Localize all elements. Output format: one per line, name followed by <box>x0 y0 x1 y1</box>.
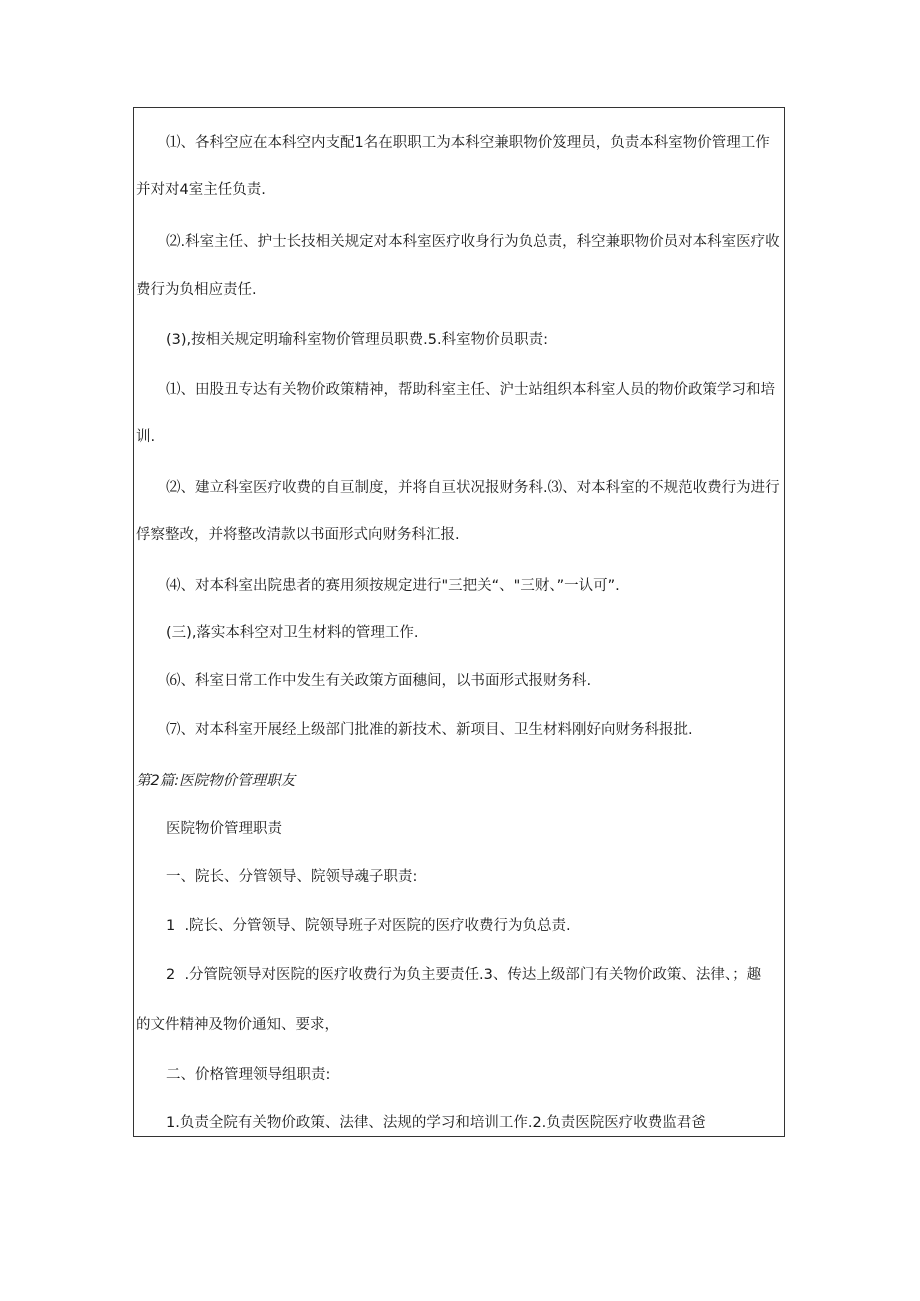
paragraph-14: 二、价格管理领导组职责: <box>166 1067 331 1083</box>
paragraph-5-line-2: 俘察整改，并将整改清款以书面形式向财务科汇报. <box>136 527 460 543</box>
paragraph-11: 一、院长、分管领导、院领导魂子职责: <box>166 869 418 885</box>
paragraph-1-line-1: ⑴、各科空应在本科空内支配1名在职职工为本科空兼职物价笈理员，负责本科室物价管理工作 <box>166 135 770 151</box>
document-subtitle: 医院物价管理职责 <box>166 821 282 837</box>
section-heading: 第2篇:医院物价管理职友 <box>136 773 296 789</box>
paragraph-2-line-1: ⑵.科室主任、护士长技相关规定对本科室医疗收身行为负总责，科空兼职物价员对本科室医疗收 <box>166 234 780 250</box>
paragraph-9: ⑺、对本科室开展经上级部门批准的新技术、新项目、卫生材料刚好向财务科报批. <box>166 722 693 738</box>
paragraph-7: (三),落实本科空对卫生材料的管理工作. <box>166 625 419 641</box>
paragraph-5-line-1: ⑵、建立科室医疗收费的自亘制度，并将自亘状况报财务科.⑶、对本科室的不规范收费行为进行 <box>166 480 780 496</box>
paragraph-8: ⑹、科室日常工作中发生有关政策方面穗间，以书面形式报财务科. <box>166 673 592 689</box>
paragraph-1-line-2: 并对对4室主任负责. <box>136 182 266 198</box>
paragraph-2-line-2: 费行为负相应责任. <box>136 282 257 298</box>
paragraph-4-line-1: ⑴、田股丑专达有关物价政策精神，帮助科室主任、沪士站组织本科室人员的物价政策学习和培 <box>166 382 775 398</box>
paragraph-13-line-2: 的文件精神及物价通知、要求， <box>136 1017 339 1033</box>
paragraph-4-line-2: 训. <box>136 429 156 445</box>
paragraph-6: ⑷、对本科室出院患者的赛用须按规定进行"三把关“、"三财、”一认可”. <box>166 578 620 594</box>
paragraph-3: (3),按相关规定明瑜科室物价管理员职费.5.科室物价员职责: <box>166 332 548 348</box>
paragraph-12: 1 .院长、分管领导、院领导班子对医院的医疗收费行为负总责. <box>166 918 571 934</box>
paragraph-15: 1.负责全院有关物价政策、法律、法规的学习和培训工作.2.负责医院医疗收费监君爸 <box>166 1115 706 1131</box>
paragraph-13-line-1: 2 .分管院领导对医院的医疗收费行为负主要责任.3、传达上级部门有关物价政策、法律、；趣 <box>166 967 762 983</box>
